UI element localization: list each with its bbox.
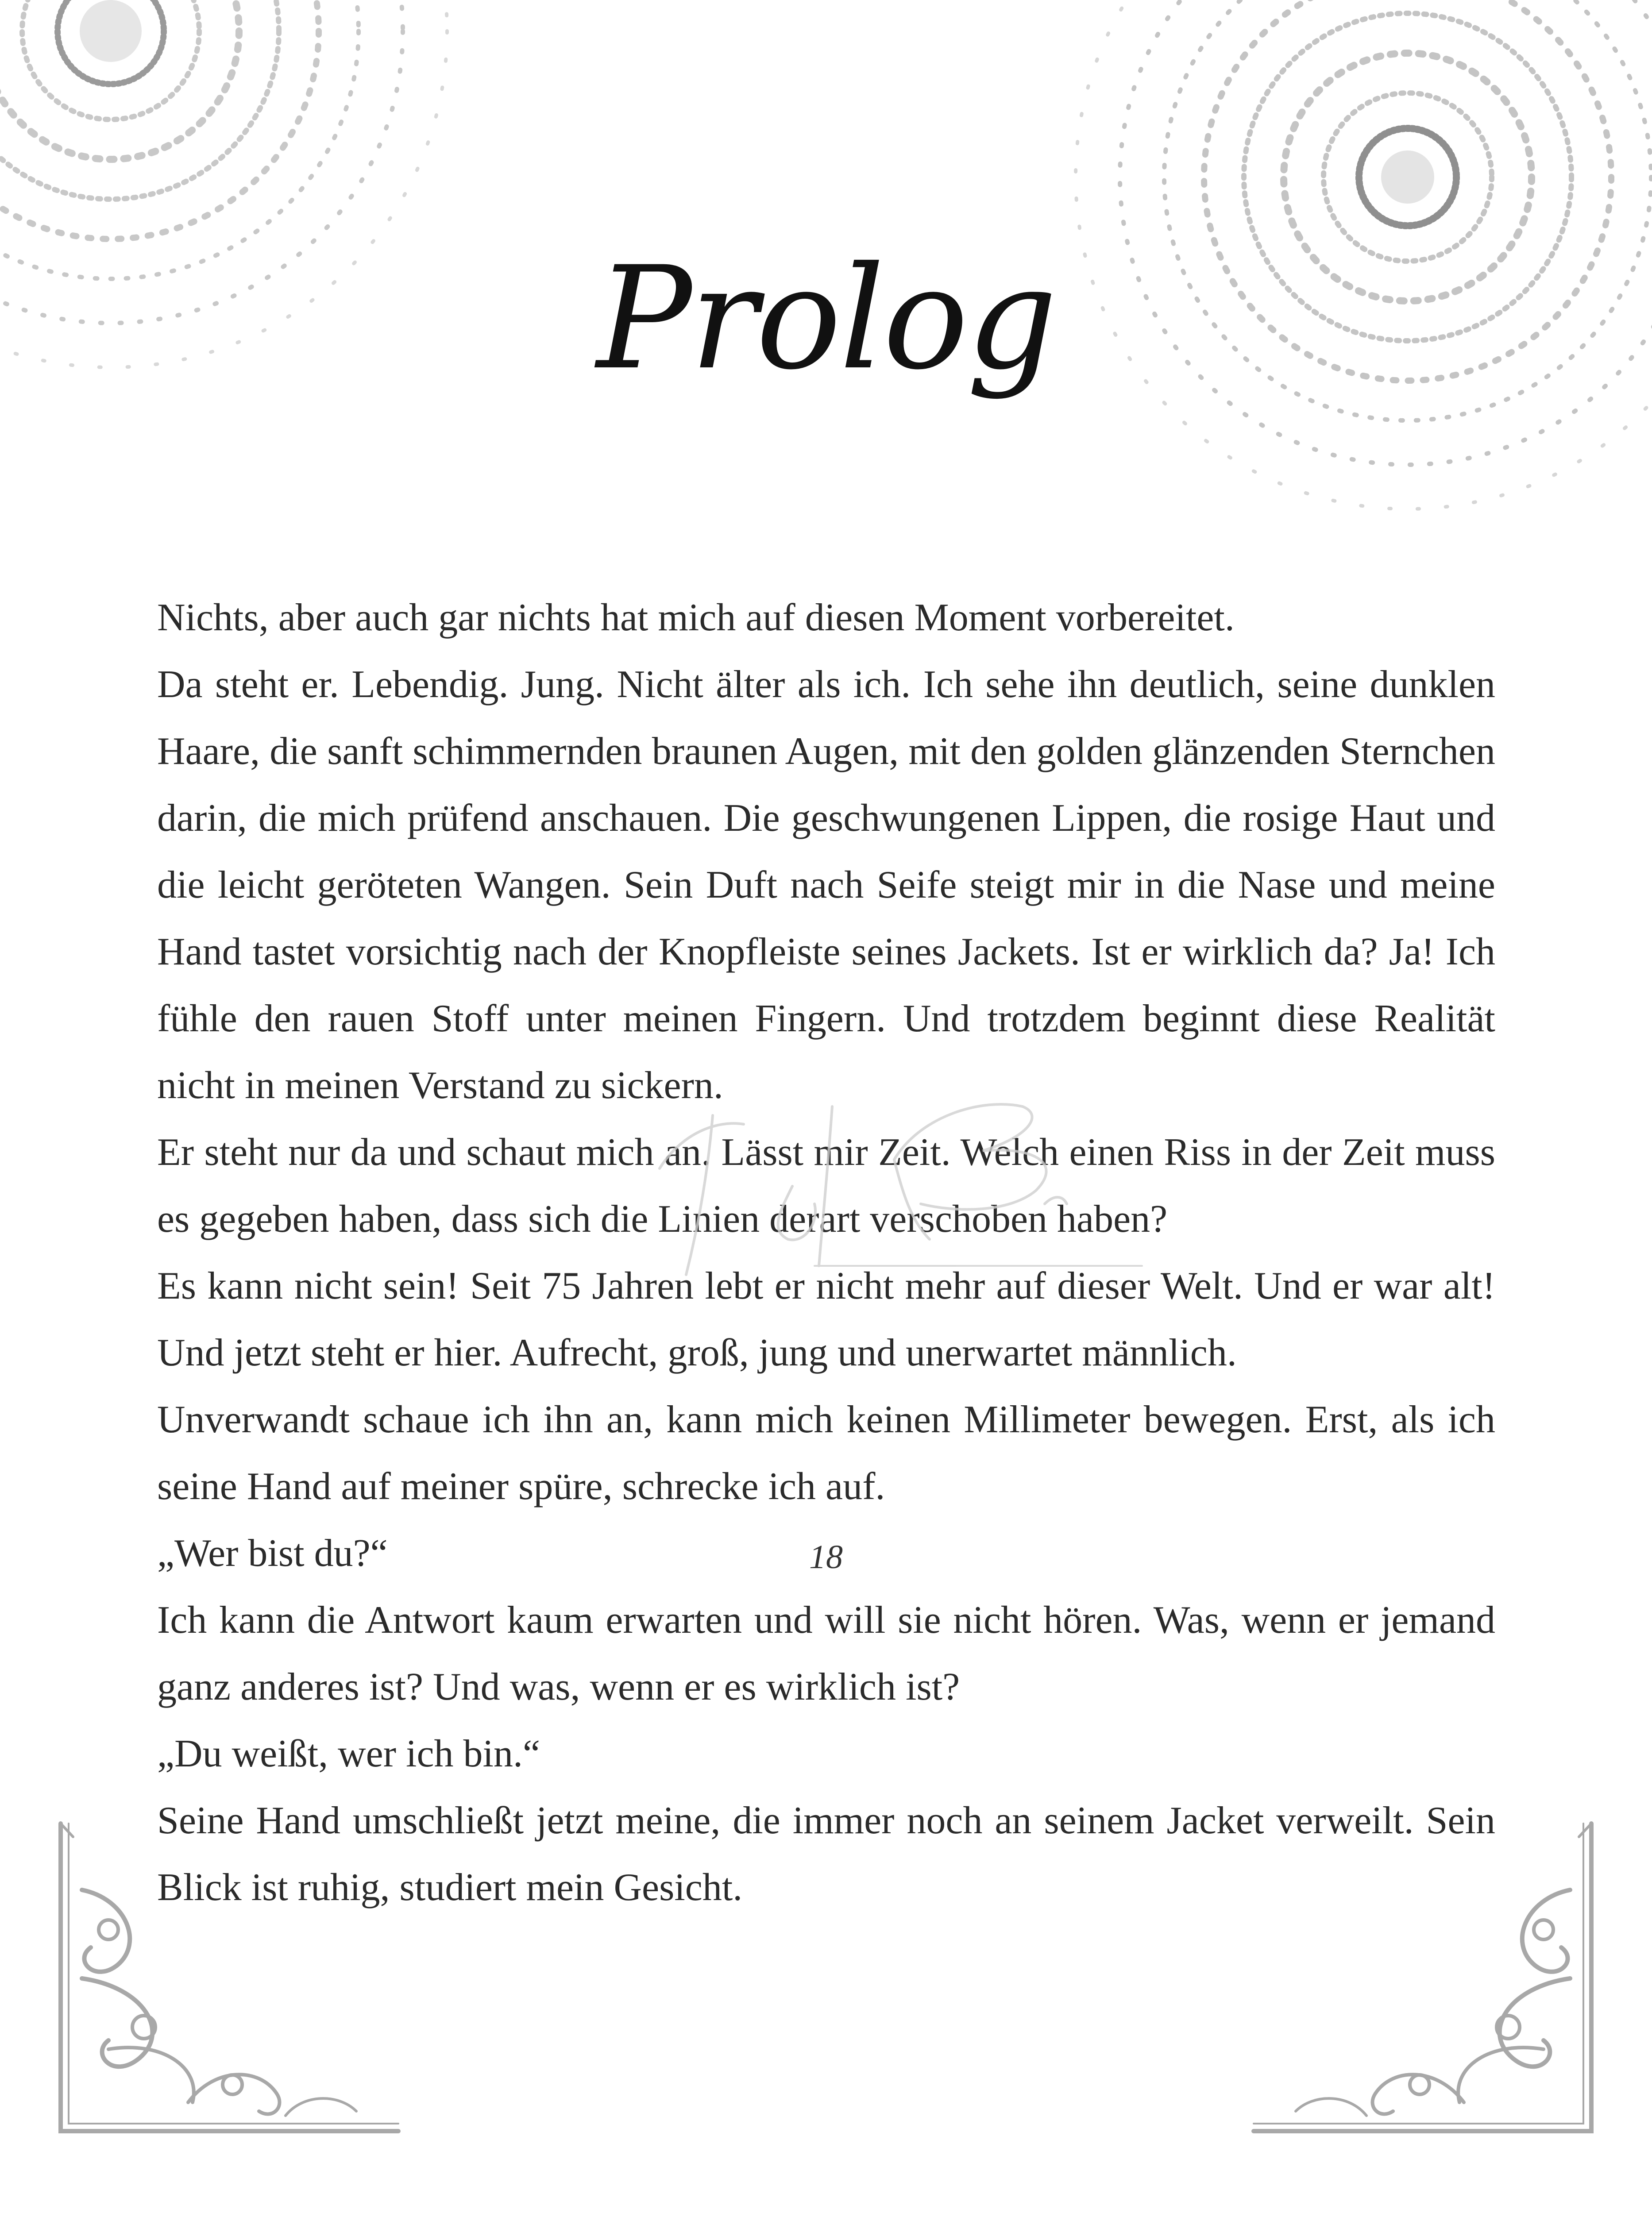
paragraph: Ich kann die Antwort kaum erwarten und will sie nicht hören. Was, wenn er jemand ganz anderes ist? Und was, wenn er es wirklich ist? — [157, 1599, 1495, 1708]
paragraph: Es kann nicht sein! Seit 75 Jahren lebt er nicht mehr auf dieser Welt. Und er war alt! Und jetzt steht er hier. Aufrecht, groß, jung und unerwartet männlich. — [157, 1265, 1495, 1374]
chapter-title: Prolog — [596, 236, 1056, 401]
paragraph: „Du weißt, wer ich bin.“ — [157, 1732, 540, 1775]
paragraph: Seine Hand umschließt jetzt meine, die immer noch an seinem Jacket verweilt. Sein Blick ist ruhig, studiert mein Gesicht. — [157, 1799, 1495, 1909]
signature-watermark-icon — [646, 1080, 1155, 1284]
paragraph: Er steht nur da und schaut mich an. Lässt mir Zeit. Welch einen Riss in der Zeit muss es gegeben haben, dass sich die Linien derart verschoben haben? — [157, 1131, 1495, 1241]
paragraph: Da steht er. Lebendig. Jung. Nicht älter als ich. Ich sehe ihn deutlich, seine dunklen Haare, die sanft schimmernden braunen Augen, mit den golden glänzenden Sternchen darin, die mich prüfend anschauen. Die geschwungenen Lippen, die rosige Haut und die leicht geröteten Wangen. Sein Duft nach Seife steigt mir in die Nase und meine Hand tastet vorsichtig nach der Knopfleiste seines Jackets. Ist er wirklich da? Ja! Ich fühle den rauen Stoff unter meinen Fingern. Und trotzdem beginnt diese Realität nicht in meinen Verstand zu sickern. — [157, 663, 1495, 1107]
paragraph: „Wer bist du?“ — [157, 1532, 388, 1575]
paragraph: Unverwandt schaue ich ihn an, kann mich keinen Millimeter bewegen. Erst, als ich seine Hand auf meiner spüre, schrecke ich auf. — [157, 1398, 1495, 1508]
paragraph: Nichts, aber auch gar nichts hat mich auf diesen Moment vorbereitet. — [157, 596, 1235, 639]
page-number: 18 — [809, 1538, 843, 1576]
